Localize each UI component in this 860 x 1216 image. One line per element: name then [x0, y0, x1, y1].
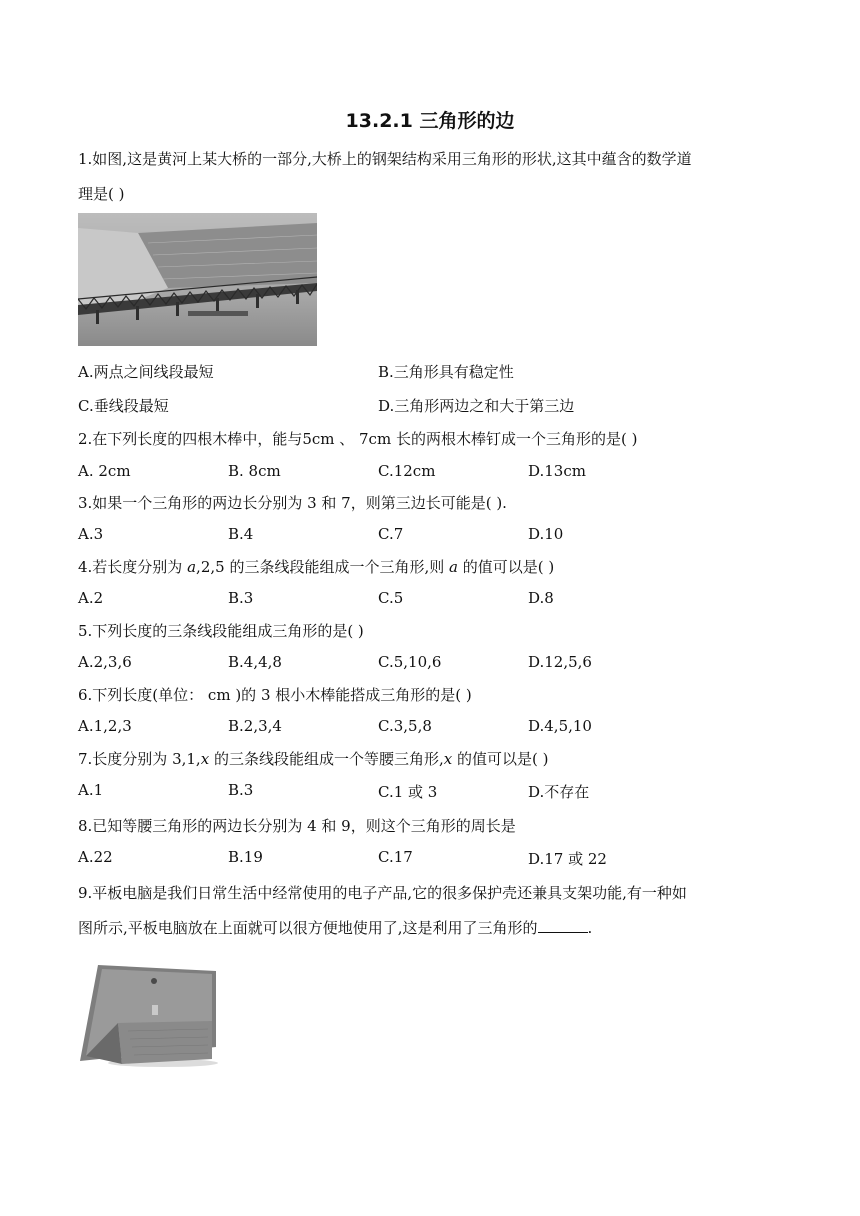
q9-stem-line2-post: . — [587, 919, 593, 937]
q6-option-a: A.1,2,3 — [78, 717, 132, 735]
q7-option-a: A.1 — [78, 781, 104, 799]
q8-option-b: B.19 — [228, 848, 263, 866]
q6-stem: 6.下列长度(单位： cm )的 3 根小木棒能搭成三角形的是( ) — [78, 686, 472, 704]
q8-option-c: C.17 — [378, 848, 413, 866]
q7-stem-pre: 7.长度分别为 3,1, — [78, 750, 201, 768]
q8-option-d: D.17 或 22 — [528, 850, 607, 868]
q4-option-c: C.5 — [378, 589, 404, 607]
q4-stem — [78, 556, 554, 577]
q3-option-a: A.3 — [78, 525, 104, 543]
q6-option-d: D.4,5,10 — [528, 717, 592, 735]
q1-option-b: B.三角形具有稳定性 — [378, 363, 514, 381]
q9-stem-line1: 9.平板电脑是我们日常生活中经常使用的电子产品,它的很多保护壳还兼具支架功能,有一种如 — [78, 884, 687, 902]
q1-stem-line2: 理是( ) — [78, 185, 125, 203]
q8-option-a: A.22 — [78, 848, 113, 866]
q4-stem-mid: ,2,5 的三条线段能组成一个三角形,则 — [196, 558, 449, 576]
q5-option-a: A.2,3,6 — [78, 653, 132, 671]
q9-stem-line2 — [78, 917, 592, 938]
q7-stem-post: 的值可以是( ) — [452, 750, 549, 768]
q3-option-b: B.4 — [228, 525, 254, 543]
q2-option-c: C.12cm — [378, 462, 436, 480]
q4-option-a: A.2 — [78, 589, 104, 607]
page-title: 13.2.1 三角形的边 — [345, 110, 515, 132]
q5-stem: 5.下列长度的三条线段能组成三角形的是( ) — [78, 622, 364, 640]
q7-stem-mid: 的三条线段能组成一个等腰三角形, — [209, 750, 444, 768]
q1-stem-line1: 1.如图,这是黄河上某大桥的一部分,大桥上的钢架结构采用三角形的形状,这其中蕴含的数学道 — [78, 150, 692, 168]
q7-option-b: B.3 — [228, 781, 254, 799]
q2-option-d: D.13cm — [528, 462, 586, 480]
q3-stem: 3.如果一个三角形的两边长分别为 3 和 7，则第三边长可能是( ). — [78, 494, 507, 512]
q6-option-c: C.3,5,8 — [378, 717, 432, 735]
q1-option-d: D.三角形两边之和大于第三边 — [378, 397, 575, 415]
q4-var-a-2: a — [448, 558, 458, 576]
q7-var-x-2: x — [443, 750, 453, 768]
q2-option-a: A. 2cm — [78, 462, 131, 480]
q7-option-d: D.不存在 — [528, 783, 590, 801]
answer-blank[interactable] — [538, 918, 588, 933]
q4-stem-post: 的值可以是( ) — [457, 558, 555, 576]
q7-var-x: x — [200, 750, 210, 768]
q1-option-c: C.垂线段最短 — [78, 397, 169, 415]
q9-stem-line2-pre: 图所示,平板电脑放在上面就可以很方便地使用了,这是利用了三角形的 — [78, 919, 538, 937]
q4-option-d: D.8 — [528, 589, 554, 607]
tablet-stand-photo — [78, 961, 220, 1069]
q4-option-b: B.3 — [228, 589, 254, 607]
q1-option-a: A.两点之间线段最短 — [78, 363, 214, 381]
bridge-photo — [78, 213, 317, 346]
q2-stem: 2.在下列长度的四根木棒中，能与5cm 、 7cm 长的两根木棒钉成一个三角形的是( ) — [78, 430, 638, 448]
q4-stem-pre: 4.若长度分别为 — [78, 558, 188, 576]
q7-option-c: C.1 或 3 — [378, 783, 438, 801]
q3-option-d: D.10 — [528, 525, 564, 543]
q8-stem: 8.已知等腰三角形的两边长分别为 4 和 9，则这个三角形的周长是 — [78, 817, 516, 835]
q5-option-b: B.4,4,8 — [228, 653, 282, 671]
bridge-illustration — [78, 213, 317, 346]
q5-option-d: D.12,5,6 — [528, 653, 592, 671]
q3-option-c: C.7 — [378, 525, 404, 543]
q4-var-a: a — [187, 558, 197, 576]
q5-option-c: C.5,10,6 — [378, 653, 442, 671]
q6-option-b: B.2,3,4 — [228, 717, 282, 735]
tablet-stand-illustration — [78, 961, 220, 1069]
q7-stem — [78, 748, 548, 769]
q2-option-b: B. 8cm — [228, 462, 281, 480]
